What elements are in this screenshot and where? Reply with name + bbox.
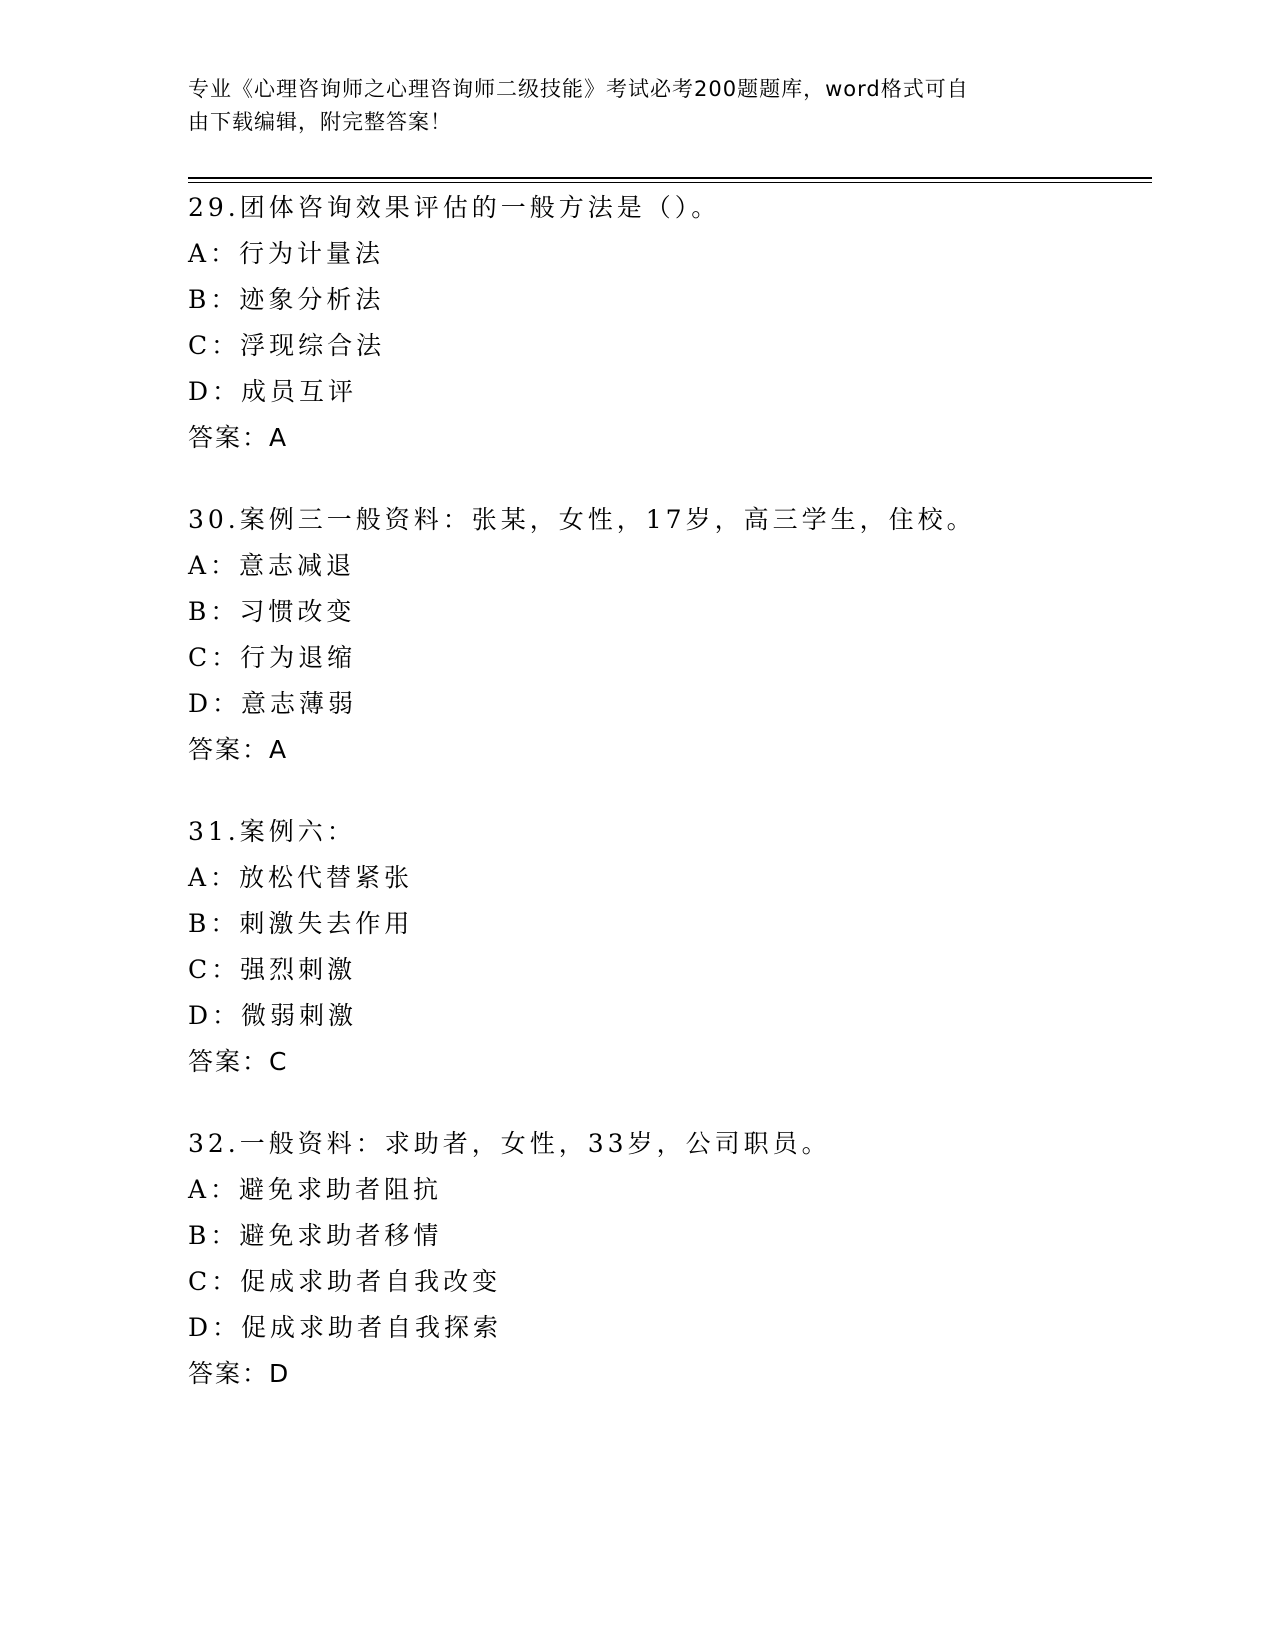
document-header — [188, 73, 1068, 139]
option-d: D：成员互评 — [188, 377, 358, 406]
option-a: A：避免求助者阻抗 — [188, 1175, 443, 1204]
question-31 — [188, 809, 1148, 1085]
option-d: D：微弱刺激 — [188, 1001, 358, 1030]
answer: 答案：A — [188, 735, 289, 764]
answer: 答案：D — [188, 1359, 291, 1388]
option-b: B：习惯改变 — [188, 597, 356, 626]
option-c: C：强烈刺激 — [188, 955, 357, 984]
option-c: C：促成求助者自我改变 — [188, 1267, 502, 1296]
header-divider — [188, 177, 1152, 183]
question-32 — [188, 1121, 1148, 1397]
option-d: D：促成求助者自我探索 — [188, 1313, 503, 1342]
header-line-2: 由下载编辑，附完整答案！ — [188, 110, 452, 134]
option-a: A：放松代替紧张 — [188, 863, 414, 892]
question-stem: 30.案例三一般资料：张某，女性，17岁，高三学生，住校。 — [188, 505, 976, 534]
question-29 — [188, 185, 1148, 461]
option-a: A：意志减退 — [188, 551, 356, 580]
option-c: C：浮现综合法 — [188, 331, 386, 360]
option-b: B：迹象分析法 — [188, 285, 385, 314]
answer: 答案：C — [188, 1047, 289, 1076]
header-line-1: 专业《心理咨询师之心理咨询师二级技能》考试必考200题题库，word格式可自 — [188, 77, 969, 101]
answer: 答案：A — [188, 423, 289, 452]
option-b: B：避免求助者移情 — [188, 1221, 443, 1250]
question-stem: 32.一般资料：求助者，女性，33岁，公司职员。 — [188, 1129, 831, 1158]
option-c: C：行为退缩 — [188, 643, 357, 672]
option-a: A：行为计量法 — [188, 239, 385, 268]
option-b: B：刺激失去作用 — [188, 909, 414, 938]
option-d: D：意志薄弱 — [188, 689, 358, 718]
question-30 — [188, 497, 1148, 773]
question-stem: 29.团体咨询效果评估的一般方法是（）。 — [188, 193, 721, 222]
question-stem: 31.案例六： — [188, 817, 356, 846]
